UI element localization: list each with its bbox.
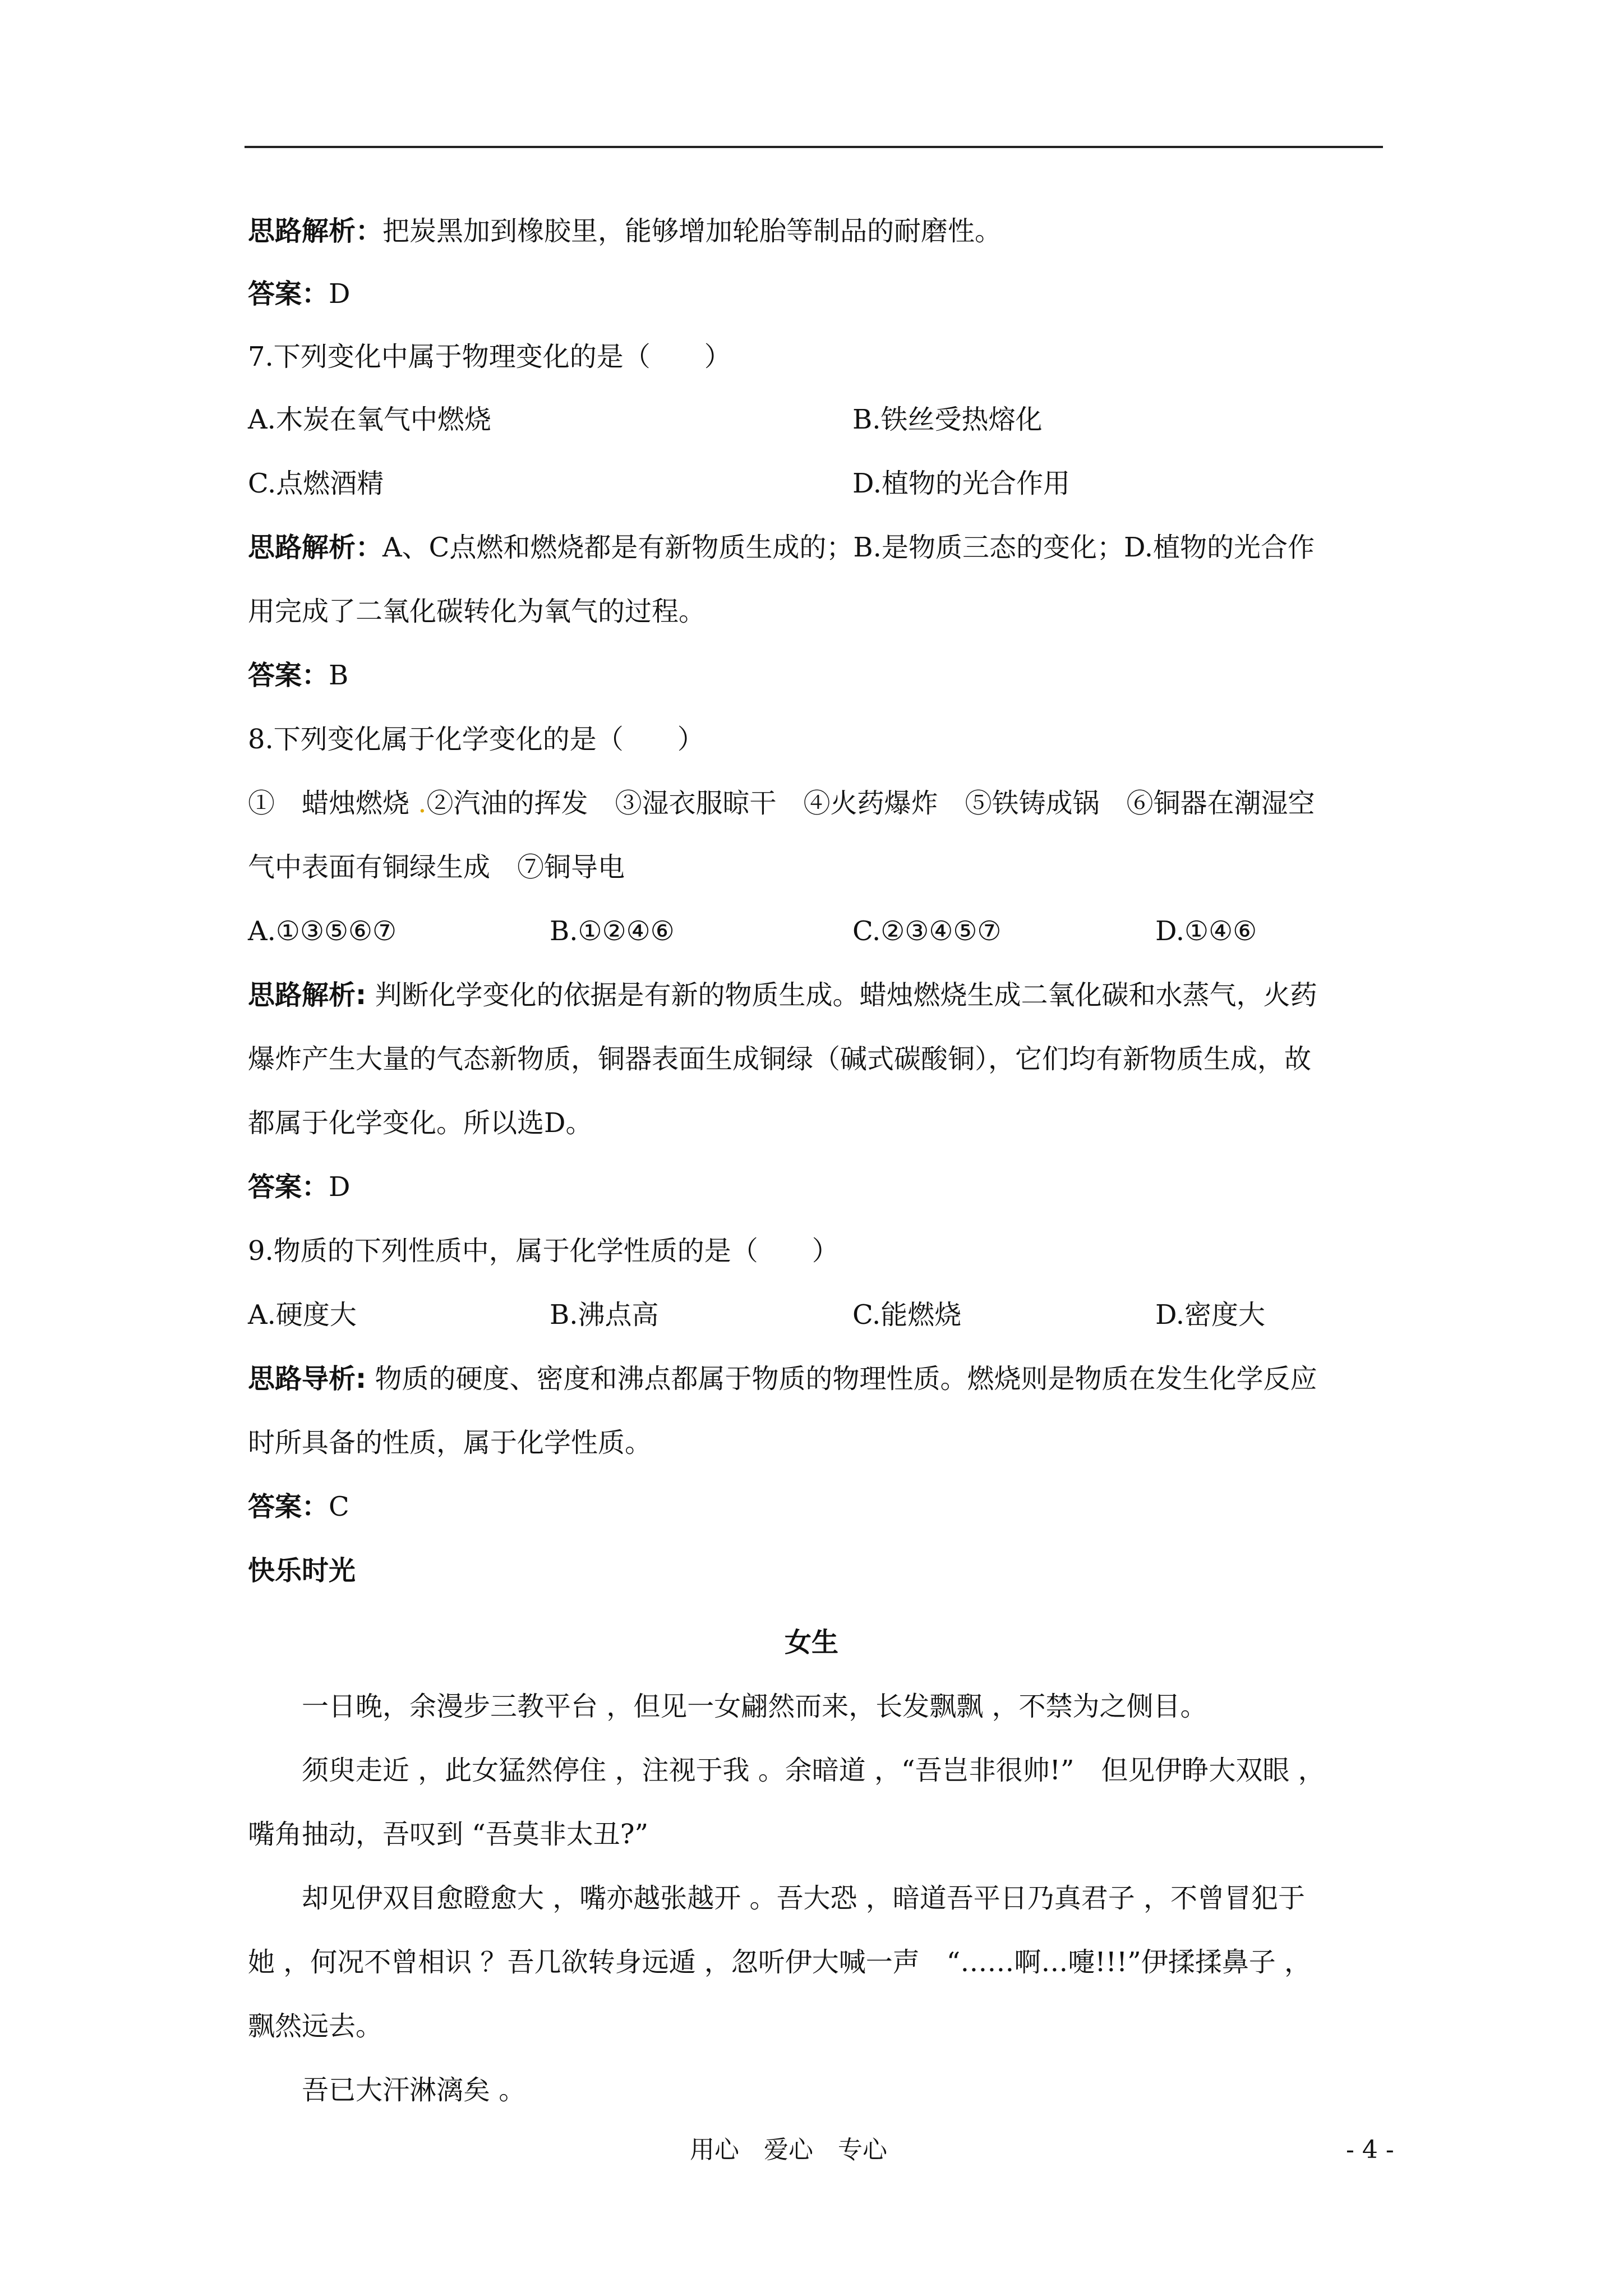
story-title: 女生 [784, 1627, 838, 1658]
analysis-label: 思路导析: [248, 1363, 367, 1395]
q7-option-d: D.植物的光合作用 [852, 468, 1071, 499]
q8-answer [248, 1170, 351, 1204]
answer-label: 答案： [248, 1171, 329, 1203]
q7-analysis [248, 531, 1315, 564]
q8-option-d: D.①④⑥ [1155, 915, 1257, 947]
answer-value: C [329, 1491, 349, 1522]
q6-answer [248, 277, 351, 311]
q7-stem: 7.下列变化中属于物理变化的是（ ） [248, 341, 731, 372]
q9-stem: 9.物质的下列性质中，属于化学性质的是（ ） [248, 1235, 839, 1267]
q8-analysis-cont: 都属于化学变化。所以选D。 [248, 1107, 593, 1139]
stray-dot: . [418, 788, 427, 819]
q8-items-rest: ②汽油的挥发 ③湿衣服晾干 ④火药爆炸 ⑤铁铸成锅 ⑥铜器在潮湿空 [426, 788, 1315, 819]
answer-value: D [329, 278, 351, 310]
analysis-text: 物质的硬度、密度和沸点都属于物质的物理性质。燃烧则是物质在发生化学反应 [366, 1363, 1317, 1395]
q6-analysis [248, 214, 1002, 248]
story-paragraph: 一日晚，余漫步三教平台 ，但见一女翩然而来，长发飘飘 ，不禁为之侧目。 [302, 1691, 1207, 1722]
analysis-label: 思路解析： [248, 532, 383, 563]
q8-analysis-cont: 爆炸产生大量的气态新物质，铜器表面生成铜绿（碱式碳酸铜），它们均有新物质生成，故 [248, 1043, 1312, 1075]
q9-option-a: A.硬度大 [248, 1299, 357, 1331]
analysis-label: 思路解析： [248, 215, 383, 247]
answer-label: 答案： [248, 660, 329, 691]
footer-motto: 用心 爱心 专心 [690, 2136, 887, 2164]
q9-analysis-cont: 时所具备的性质，属于化学性质。 [248, 1427, 652, 1458]
q8-option-b: B.①②④⑥ [550, 915, 675, 947]
q7-option-b: B.铁丝受热熔化 [852, 404, 1043, 435]
story-paragraph-cont: 飘然远去。 [248, 2010, 383, 2042]
section-title: 快乐时光 [248, 1555, 356, 1586]
analysis-text: 把炭黑加到橡胶里，能够增加轮胎等制品的耐磨性。 [382, 215, 1002, 247]
q8-analysis [248, 978, 1317, 1012]
q8-option-c: C.②③④⑤⑦ [852, 915, 1002, 947]
story-paragraph-cont: 嘴角抽动，吾叹到 “吾莫非太丑?” [248, 1819, 649, 1850]
story-paragraph: 吾已大汗淋漓矣 。 [302, 2074, 526, 2106]
q8-stem: 8.下列变化属于化学变化的是（ ） [248, 724, 704, 755]
answer-value: B [329, 660, 349, 691]
q7-answer [248, 659, 348, 692]
analysis-text: 判断化学变化的依据是有新的物质生成。蜡烛燃烧生成二氧化碳和水蒸气，火药 [366, 979, 1317, 1011]
q9-option-d: D.密度大 [1155, 1299, 1266, 1331]
q8-items-cont: 气中表面有铜绿生成 ⑦铜导电 [248, 852, 625, 883]
q9-analysis [248, 1362, 1317, 1396]
page-number: - 4 - [1346, 2136, 1394, 2164]
q8-item-1: ① 蜡烛燃烧 [248, 788, 410, 819]
story-paragraph: 须臾走近 ，此女猛然停住 ，注视于我 。余暗道 ，“吾岂非很帅!” 但见伊睁大双眼 ， [302, 1755, 1325, 1786]
story-paragraph-cont: 她 ，何况不曾相识 ？吾几欲转身远遁 ，忽听伊大喊一声 “……啊…嚏!!!”伊揉揉鼻子 ， [248, 1947, 1311, 1978]
answer-value: D [329, 1171, 351, 1203]
q7-option-c: C.点燃酒精 [248, 468, 384, 499]
analysis-text: A、C点燃和燃烧都是有新物质生成的；B.是物质三态的变化；D.植物的光合作 [382, 532, 1315, 563]
answer-label: 答案： [248, 278, 329, 310]
q8-option-a: A.①③⑤⑥⑦ [248, 915, 397, 947]
header-rule [245, 146, 1383, 148]
q9-option-b: B.沸点高 [550, 1299, 659, 1331]
story-paragraph: 却见伊双目愈瞪愈大 ，嘴亦越张越开 。吾大恐 ，暗道吾平日乃真君子 ，不曾冒犯于 [302, 1883, 1306, 1914]
q8-items [248, 786, 1315, 820]
q7-analysis-cont: 用完成了二氧化碳转化为氧气的过程。 [248, 596, 706, 627]
answer-label: 答案： [248, 1491, 329, 1522]
analysis-label: 思路解析: [248, 979, 367, 1011]
q9-answer [248, 1490, 349, 1524]
q7-option-a: A.木炭在氧气中燃烧 [248, 404, 491, 435]
q9-option-c: C.能燃烧 [852, 1299, 962, 1331]
